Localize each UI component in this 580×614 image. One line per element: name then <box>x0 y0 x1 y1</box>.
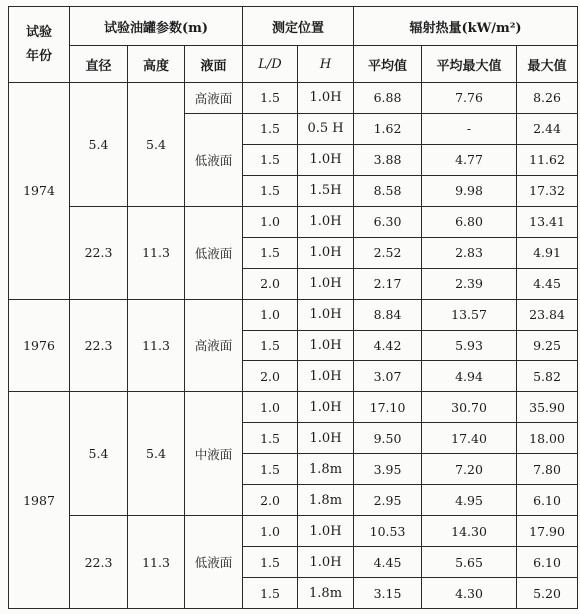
avg-max-cell: 7.76 <box>422 83 517 114</box>
height-cell: 5.4 <box>128 83 185 207</box>
avg-max-cell: - <box>422 113 517 144</box>
avg-cell: 4.45 <box>354 547 422 578</box>
header-avg: 平均值 <box>354 46 422 83</box>
level-cell: 中液面 <box>185 392 243 516</box>
ld-cell: 2.0 <box>243 268 298 299</box>
avg-cell: 1.62 <box>354 113 422 144</box>
header-max: 最大值 <box>517 46 578 83</box>
year-cell: 1976 <box>9 299 70 392</box>
max-cell: 5.20 <box>517 578 578 609</box>
h-cell: 1.8m <box>298 578 354 609</box>
header-avg-max: 平均最大值 <box>422 46 517 83</box>
table-row <box>9 83 578 114</box>
h-cell: 1.0H <box>298 299 354 330</box>
avg-max-cell: 2.83 <box>422 237 517 268</box>
max-cell: 7.80 <box>517 454 578 485</box>
avg-cell: 17.10 <box>354 392 422 423</box>
ld-cell: 1.5 <box>243 330 298 361</box>
ld-cell: 1.0 <box>243 206 298 237</box>
height-cell: 11.3 <box>128 299 185 392</box>
avg-max-cell: 13.57 <box>422 299 517 330</box>
header-tank-params: 试验油罐参数(m) <box>70 7 243 46</box>
avg-max-cell: 5.65 <box>422 547 517 578</box>
diameter-cell: 22.3 <box>70 206 128 299</box>
h-cell: 1.8m <box>298 485 354 516</box>
max-cell: 17.32 <box>517 175 578 206</box>
h-cell: 1.8m <box>298 454 354 485</box>
year-cell: 1974 <box>9 83 70 300</box>
max-cell: 18.00 <box>517 423 578 454</box>
avg-max-cell: 2.39 <box>422 268 517 299</box>
avg-cell: 2.17 <box>354 268 422 299</box>
h-cell: 1.0H <box>298 516 354 547</box>
avg-max-cell: 14.30 <box>422 516 517 547</box>
ld-cell: 1.5 <box>243 454 298 485</box>
avg-max-cell: 4.94 <box>422 361 517 392</box>
header-h: H <box>298 46 354 83</box>
avg-cell: 3.15 <box>354 578 422 609</box>
avg-cell: 8.58 <box>354 175 422 206</box>
diameter-cell: 22.3 <box>70 299 128 392</box>
diameter-cell: 22.3 <box>70 516 128 609</box>
avg-cell: 6.88 <box>354 83 422 114</box>
h-cell: 1.0H <box>298 206 354 237</box>
h-cell: 1.0H <box>298 547 354 578</box>
ld-cell: 1.0 <box>243 392 298 423</box>
max-cell: 35.90 <box>517 392 578 423</box>
ld-cell: 1.0 <box>243 516 298 547</box>
ld-cell: 1.5 <box>243 83 298 114</box>
ld-cell: 2.0 <box>243 485 298 516</box>
level-cell: 高液面 <box>185 299 243 392</box>
header-radiation: 辐射热量(kW/m²) <box>354 7 578 46</box>
height-cell: 11.3 <box>128 516 185 609</box>
avg-cell: 10.53 <box>354 516 422 547</box>
ld-cell: 1.5 <box>243 237 298 268</box>
h-cell: 1.0H <box>298 392 354 423</box>
header-position: 测定位置 <box>243 7 354 46</box>
max-cell: 4.45 <box>517 268 578 299</box>
max-cell: 17.90 <box>517 516 578 547</box>
max-cell: 6.10 <box>517 547 578 578</box>
table-body <box>9 83 578 609</box>
header-row-1 <box>9 7 578 46</box>
avg-cell: 2.95 <box>354 485 422 516</box>
ld-cell: 1.5 <box>243 547 298 578</box>
ld-cell: 1.5 <box>243 423 298 454</box>
table-row <box>9 299 578 330</box>
max-cell: 5.82 <box>517 361 578 392</box>
h-cell: 1.0H <box>298 83 354 114</box>
avg-max-cell: 4.95 <box>422 485 517 516</box>
h-cell: 1.0H <box>298 144 354 175</box>
ld-cell: 2.0 <box>243 361 298 392</box>
ld-cell: 1.5 <box>243 175 298 206</box>
header-diameter: 直径 <box>70 46 128 83</box>
max-cell: 4.91 <box>517 237 578 268</box>
h-cell: 0.5 H <box>298 113 354 144</box>
level-cell: 低液面 <box>185 206 243 299</box>
avg-max-cell: 7.20 <box>422 454 517 485</box>
avg-cell: 6.30 <box>354 206 422 237</box>
header-height: 高度 <box>128 46 185 83</box>
max-cell: 13.41 <box>517 206 578 237</box>
avg-cell: 3.95 <box>354 454 422 485</box>
max-cell: 2.44 <box>517 113 578 144</box>
avg-max-cell: 9.98 <box>422 175 517 206</box>
ld-cell: 1.5 <box>243 144 298 175</box>
avg-max-cell: 30.70 <box>422 392 517 423</box>
max-cell: 23.84 <box>517 299 578 330</box>
height-cell: 5.4 <box>128 392 185 516</box>
avg-max-cell: 4.30 <box>422 578 517 609</box>
diameter-cell: 5.4 <box>70 392 128 516</box>
h-cell: 1.0H <box>298 361 354 392</box>
h-cell: 1.5H <box>298 175 354 206</box>
year-cell: 1987 <box>9 392 70 609</box>
max-cell: 6.10 <box>517 485 578 516</box>
h-cell: 1.0H <box>298 268 354 299</box>
max-cell: 11.62 <box>517 144 578 175</box>
avg-max-cell: 6.80 <box>422 206 517 237</box>
table-row <box>9 206 578 237</box>
h-cell: 1.0H <box>298 330 354 361</box>
avg-cell: 3.88 <box>354 144 422 175</box>
max-cell: 9.25 <box>517 330 578 361</box>
ld-cell: 1.0 <box>243 299 298 330</box>
max-cell: 8.26 <box>517 83 578 114</box>
avg-cell: 8.84 <box>354 299 422 330</box>
table-row <box>9 516 578 547</box>
radiation-data-table <box>8 6 578 609</box>
h-cell: 1.0H <box>298 423 354 454</box>
table-row <box>9 392 578 423</box>
header-ld: L/D <box>243 46 298 83</box>
avg-max-cell: 17.40 <box>422 423 517 454</box>
header-level: 液面 <box>185 46 243 83</box>
level-cell: 高液面 <box>185 83 243 114</box>
diameter-cell: 5.4 <box>70 83 128 207</box>
ld-cell: 1.5 <box>243 113 298 144</box>
avg-cell: 2.52 <box>354 237 422 268</box>
level-cell: 低液面 <box>185 113 243 206</box>
header-row-2 <box>9 46 578 83</box>
h-cell: 1.0H <box>298 237 354 268</box>
avg-max-cell: 4.77 <box>422 144 517 175</box>
avg-cell: 9.50 <box>354 423 422 454</box>
header-year: 试验 年份 <box>9 7 70 83</box>
avg-max-cell: 5.93 <box>422 330 517 361</box>
ld-cell: 1.5 <box>243 578 298 609</box>
height-cell: 11.3 <box>128 206 185 299</box>
avg-cell: 3.07 <box>354 361 422 392</box>
level-cell: 低液面 <box>185 516 243 609</box>
avg-cell: 4.42 <box>354 330 422 361</box>
